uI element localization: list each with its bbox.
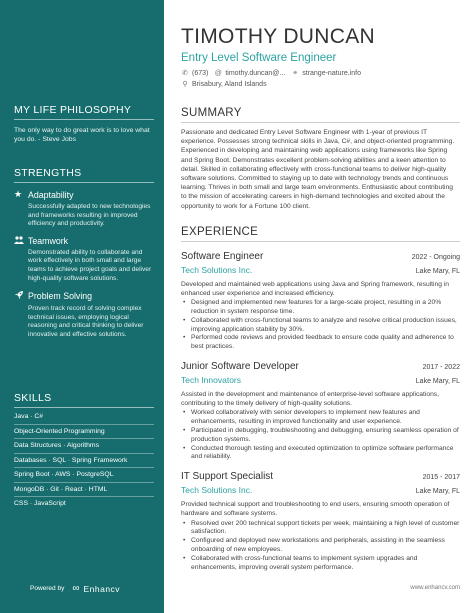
summary-section: [181, 107, 460, 211]
summary-title: SUMMARY: [181, 107, 460, 123]
bullet-item: • Conducted thorough testing and executed optimization to optimize software performance and reliability.: [181, 445, 460, 463]
strength-name: Teamwork: [28, 235, 69, 246]
bullet-item: • Resolved over 200 technical support tickets per week, maintaining a high level of customer satisfaction.: [181, 520, 460, 538]
strength-desc: Demonstrated ability to collaborate and work effectively in both small and large teams to achieve project goals and deliver high-quality software solutions.: [28, 248, 152, 282]
strength-item: [14, 189, 154, 229]
email[interactable]: timothy.duncan@...: [225, 69, 286, 77]
skills-title: SKILLS: [14, 392, 154, 408]
at-icon: @: [214, 69, 222, 77]
job-entry: [181, 251, 460, 352]
phone-icon: ✆: [182, 70, 188, 77]
skill-row: Databases · SQL · Spring Framework: [14, 454, 154, 469]
link-icon: ⚭: [292, 70, 299, 77]
experience-section: [181, 226, 460, 573]
bullet-item: • Configured and deployed new workstations and peripherals, assisting in the seamless onboarding of new employees.: [181, 537, 460, 555]
summary-text: Passionate and dedicated Entry Level Software Engineer with 1-year of previous IT experience. Possesses strong technical skills in Java, C#, and object-oriented programming. Experienced in developing and maintaining web applications using frameworks like Spring and Spring Boot. Demonstrates excellent problem-solving abilities and a keen attention to detail. Skilled in collaborating effectively with cross-functional teams to deliver high-quality software solutions. Committed to staying up to date with technology trends and continuous learning. Thrives in both small and large team environments. Enthusiastic about contributing to the mission of accelerating careers in high-demand technologies and excited about the opportunity to work for a Fortune 100 client.: [181, 129, 455, 210]
skill-row: CSS · JavaScript: [14, 500, 66, 507]
bullet-item: • Participated in debugging, troubleshooting and debugging, ensuring seamless operation of production systems.: [181, 427, 460, 445]
job-description: Provided technical support and troubleshooting to end users, ensuring smooth operation of hardware and software systems.: [181, 501, 450, 518]
job-location: Lake Mary, FL: [415, 267, 460, 275]
location-pin-icon: ⚲: [182, 81, 188, 88]
skill-row: Spring Boot · AWS · PostgreSQL: [14, 468, 154, 483]
skill-row: Java · C#: [14, 410, 154, 425]
experience-title: EXPERIENCE: [181, 226, 460, 242]
strength-item: [14, 236, 154, 283]
job-bullets: [181, 409, 460, 462]
sidebar: [0, 0, 164, 613]
candidate-role: Entry Level Software Engineer: [181, 52, 337, 64]
skills-section: [14, 392, 154, 511]
star-icon: ★: [14, 189, 23, 199]
job-bullets: [181, 299, 460, 352]
philosophy-text: The only way to do great work is to love what you do. - Steve Jobs: [14, 127, 150, 143]
footer-site[interactable]: www.enhancv.com: [410, 585, 460, 591]
job-date: 2015 - 2017: [422, 474, 460, 482]
skill-row: Data Structures · Algorithms: [14, 439, 154, 454]
contact-row: [181, 69, 460, 77]
strength-desc: Proven track record of solving complex technical issues, employing logical reasoning and critical thinking to deliver innovative and effective solutions.: [28, 305, 144, 338]
job-entry: [181, 361, 460, 462]
team-icon: [14, 236, 28, 246]
job-location: Lake Mary, FL: [415, 378, 460, 386]
candidate-name: TIMOTHY DUNCAN: [181, 25, 375, 48]
bullet-item: • Worked collaboratively with senior developers to implement new features and enhancements, resulting in improved functionality and user experience.: [181, 409, 460, 427]
skill-row: Object-Oriented Programming: [14, 425, 154, 440]
job-date: 2022 - Ongoing: [411, 253, 460, 261]
job-description: Assisted in the development and maintenance of enterprise-level software applications, contributing to the timely delivery of high-quality solutions.: [181, 391, 439, 408]
bullet-item: • Designed and implemented new features for a large-scale project, resulting in a 20% reduction in system response time.: [181, 299, 460, 317]
company-name: Tech Solutions Inc.: [181, 485, 253, 496]
infinity-logo-icon: ∞: [72, 583, 80, 594]
job-location: Lake Mary, FL: [415, 488, 460, 496]
website[interactable]: strange-nature.info: [302, 69, 362, 77]
brand-name: Enhancv: [83, 583, 121, 594]
bullet-item: • Collaborated with cross-functional teams to implement system upgrades and enhancements, improving overall system performance.: [181, 555, 460, 573]
skill-row: MongoDB · Git · React · HTML: [14, 483, 154, 498]
strength-name: Adaptability: [28, 189, 74, 200]
powered-label: Powered by: [30, 585, 65, 592]
company-name: Tech Innovators: [181, 375, 242, 386]
powered-by: [30, 583, 120, 594]
strengths-title: STRENGTHS: [14, 167, 154, 183]
job-description: Developed and maintained web applications using Java and Spring framework, resulting in enhanced user experience and increased efficiency.: [181, 280, 450, 298]
job-title: Software Engineer: [181, 250, 264, 262]
job-entry: [181, 471, 460, 572]
strength-item: [14, 290, 154, 339]
job-title: Junior Software Developer: [181, 361, 299, 373]
strength-desc: Successfully adapted to new technologies and frameworks resulting in improved efficiency and productivity.: [28, 203, 151, 228]
job-title: IT Support Specialist: [181, 471, 274, 483]
location-row: [181, 80, 460, 88]
location: Brisabury, Aland Islands: [192, 80, 267, 88]
strength-name: Problem Solving: [28, 291, 93, 302]
job-bullets: [181, 520, 460, 573]
company-name: Tech Solutions Inc.: [181, 264, 253, 275]
bullet-item: • Collaborated with cross-functional teams to analyze and resolve critical production issues, improving application stability by 30%.: [181, 317, 460, 335]
main-content: [164, 0, 474, 613]
job-date: 2017 - 2022: [422, 364, 460, 372]
strengths-section: [14, 167, 154, 340]
rocket-icon: [14, 290, 28, 302]
phone: (673): [192, 69, 209, 77]
philosophy-section: [14, 104, 154, 144]
philosophy-title: MY LIFE PHILOSOPHY: [14, 104, 154, 120]
bullet-item: • Performed code reviews and provided feedback to ensure code quality and adherence to best practices.: [181, 334, 460, 352]
